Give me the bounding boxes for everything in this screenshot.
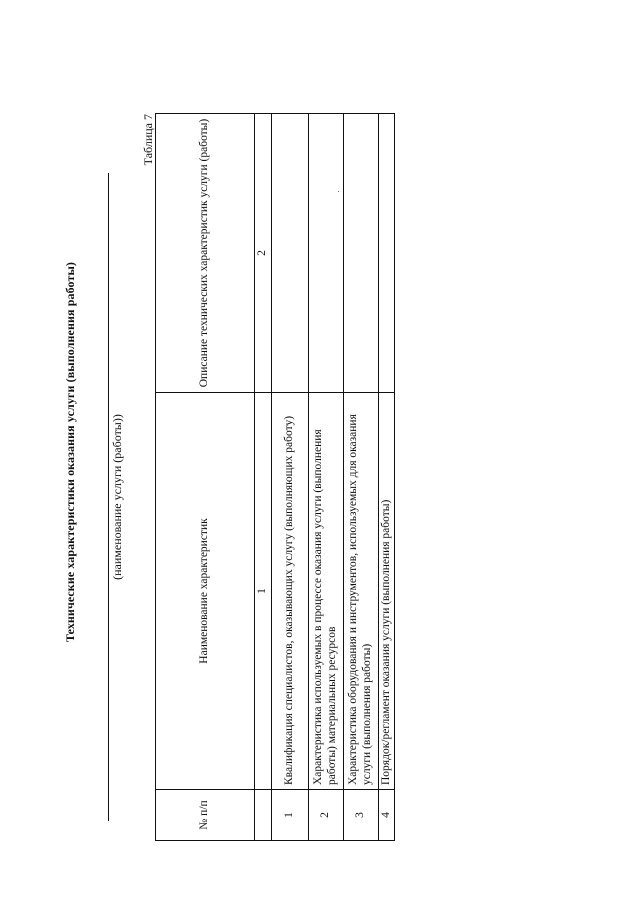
column-index-2: 2 [255,114,272,393]
table-row [308,114,343,841]
characteristics-table [155,113,395,841]
table-row [343,114,378,841]
table-row [378,114,395,841]
document-title: Технические характеристики оказания услуги (выполнения работы) [63,261,77,643]
column-index-0 [255,790,272,841]
row-characteristic: Характеристика используемых в процессе оказания услуги (выполнения работы) материальных ресурсов [308,393,343,790]
table-header-row [156,114,255,841]
row-number: 4 [378,790,395,841]
row-characteristic: Характеристика оборудования и инструментов, используемых для оказания услуги (выполнения работы) [343,393,378,790]
service-name-caption: (наименование услуги (работы)) [110,414,124,580]
row-characteristic: Квалификация специалистов, оказывающих услугу (выполняющих работу) [271,393,308,790]
service-name-line [108,173,109,821]
row-number: 2 [308,790,343,841]
header-characteristic-name: Наименование характеристик [156,393,255,790]
column-index-row [255,114,272,841]
table-row [271,114,308,841]
row-description [378,114,395,393]
header-description: Описание технических характеристик услуги (работы) [156,114,255,393]
scan-speck [338,191,339,192]
header-number: № п/п [156,790,255,841]
row-number: 3 [343,790,378,841]
row-characteristic: Порядок/регламент оказания услуги (выполнения работы) [378,393,395,790]
row-description [308,114,343,393]
row-description [271,114,308,393]
row-number: 1 [271,790,308,841]
row-description [343,114,378,393]
table-label: Таблица 7 [141,114,155,166]
column-index-1: 1 [255,393,272,790]
